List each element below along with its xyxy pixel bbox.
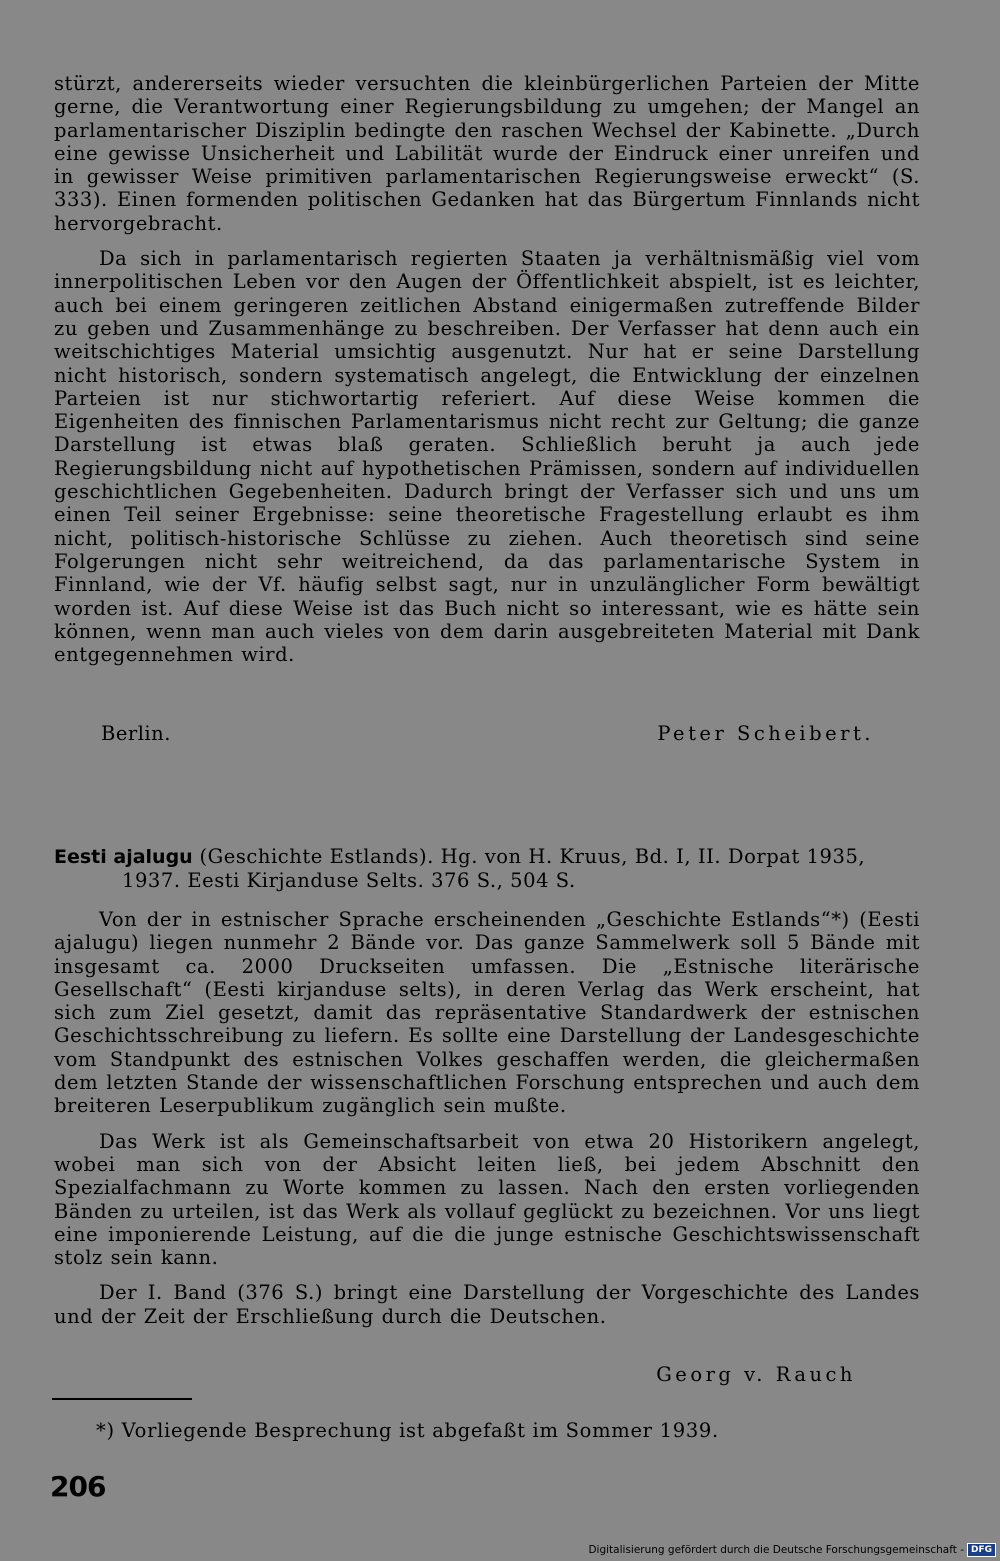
footnote-divider bbox=[52, 1398, 192, 1400]
signature-place: Berlin. bbox=[101, 722, 171, 745]
paragraph: stürzt, andererseits wieder versuchten die kleinbürgerlichen Parteien der Mitte gerne, die Verantwortung einer Regierungsbildung zu umgehen; der Mangel an parlamentarischer Disziplin bedingte den raschen Wechsel der Kabinette. „Durch eine gewisse Unsicherheit und Labilität wurde der Eindruck einer unreifen und in gewisser Weise primitiven parlamentarischen Regierungsweise erweckt“ (S. 333). Einen formenden politischen Gedanken hat das Bürgertum Finnlands nicht hervorgebracht. bbox=[54, 72, 920, 235]
page-number: 206 bbox=[50, 1470, 106, 1503]
review-1-body bbox=[54, 72, 920, 666]
review-2-reference bbox=[54, 845, 920, 892]
signature-author: Peter Scheibert. bbox=[657, 722, 874, 745]
footnote: *) Vorliegende Besprechung ist abgefaßt im Sommer 1939. bbox=[96, 1419, 719, 1442]
digitization-credit bbox=[588, 1543, 996, 1557]
reference-title: Eesti ajalugu bbox=[54, 846, 193, 868]
paragraph: Der I. Band (376 S.) bringt eine Darstellung der Vorgeschichte des Landes und der Zeit der Erschließung durch die Deutschen. bbox=[54, 1281, 920, 1328]
bibliographic-reference bbox=[54, 845, 920, 892]
dfg-logo-icon: DFG bbox=[967, 1543, 996, 1557]
review-2-body bbox=[54, 908, 920, 1328]
paragraph: Das Werk ist als Gemeinschaftsarbeit von etwa 20 Historikern angelegt, wobei man sich von der Absicht leiten ließ, bei jedem Abschnitt den Spezialfachmann zu Worte kommen zu lassen. Nach den ersten vorliegenden Bänden zu urteilen, ist das Werk als vollauf geglückt zu bezeichnen. Vor uns liegt eine imponierende Leistung, auf die die junge estnische Geschichtswissenschaft stolz sein kann. bbox=[54, 1129, 920, 1270]
reference-details: (Geschichte Estlands). Hg. von H. Kruus, Bd. I, II. Dorpat 1935, 1937. Eesti Kirjanduse Selts. 376 S., 504 S. bbox=[122, 845, 866, 892]
paragraph: Von der in estnischer Sprache erscheinenden „Geschichte Estlands“*) (Eesti ajalugu) liegen nunmehr 2 Bände vor. Das ganze Sammelwerk soll 5 Bände mit insgesamt ca. 2000 Druckseiten umfassen. Die „Estnische literärische Gesellschaft“ (Eesti kirjanduse selts), in deren Verlag das Werk erscheint, hat sich zum Ziel gesetzt, damit das repräsentative Standardwerk der estnischen Geschichtsschreibung zu liefern. Es sollte eine Darstellung der Landesgeschichte vom Standpunkt des estnischen Volkes geschaffen werden, die gleichermaßen dem letzten Stande der wissenschaftlichen Forschung entsprechen und auch dem breiteren Leserpublikum zugänglich sein mußte. bbox=[54, 908, 920, 1118]
signature-author: Georg v. Rauch bbox=[656, 1363, 856, 1386]
credit-text: Digitalisierung gefördert durch die Deutsche Forschungsgemeinschaft - bbox=[588, 1544, 964, 1556]
paragraph: Da sich in parlamentarisch regierten Staaten ja verhältnismäßig viel vom innerpolitischen Leben vor den Augen der Öffentlichkeit abspielt, ist es leichter, auch bei einem geringeren zeitlichen Abstand einigermaßen zutreffende Bilder zu geben und Zusammenhänge zu beschreiben. Der Verfasser hat denn auch ein weitschichtiges Material umsichtig ausgenutzt. Nur hat er seine Darstellung nicht historisch, sondern systematisch angelegt, die Entwicklung der einzelnen Parteien ist nur stichwortartig referiert. Auf diese Weise kommen die Eigenheiten des finnischen Parlamentarismus nicht recht zur Geltung; die ganze Darstellung ist etwas blaß geraten. Schließlich beruht ja auch jede Regierungsbildung nicht auf hypothetischen Prämissen, sondern auf individuellen geschichtlichen Gegebenheiten. Dadurch bringt der Verfasser sich und uns um einen Teil seiner Ergebnisse: seine theoretische Fragestellung erlaubt es ihm nicht, politisch-historische Schlüsse zu ziehen. Auch theoretisch sind seine Folgerungen nicht sehr weitreichend, da das parlamentarische System in Finnland, wie der Vf. häufig selbst sagt, nur in unzulänglicher Form bewältigt worden ist. Auf diese Weise ist das Buch nicht so interessant, wie es hätte sein können, wenn man auch vieles von dem darin ausgebreiteten Material mit Dank entgegennehmen wird. bbox=[54, 247, 920, 667]
